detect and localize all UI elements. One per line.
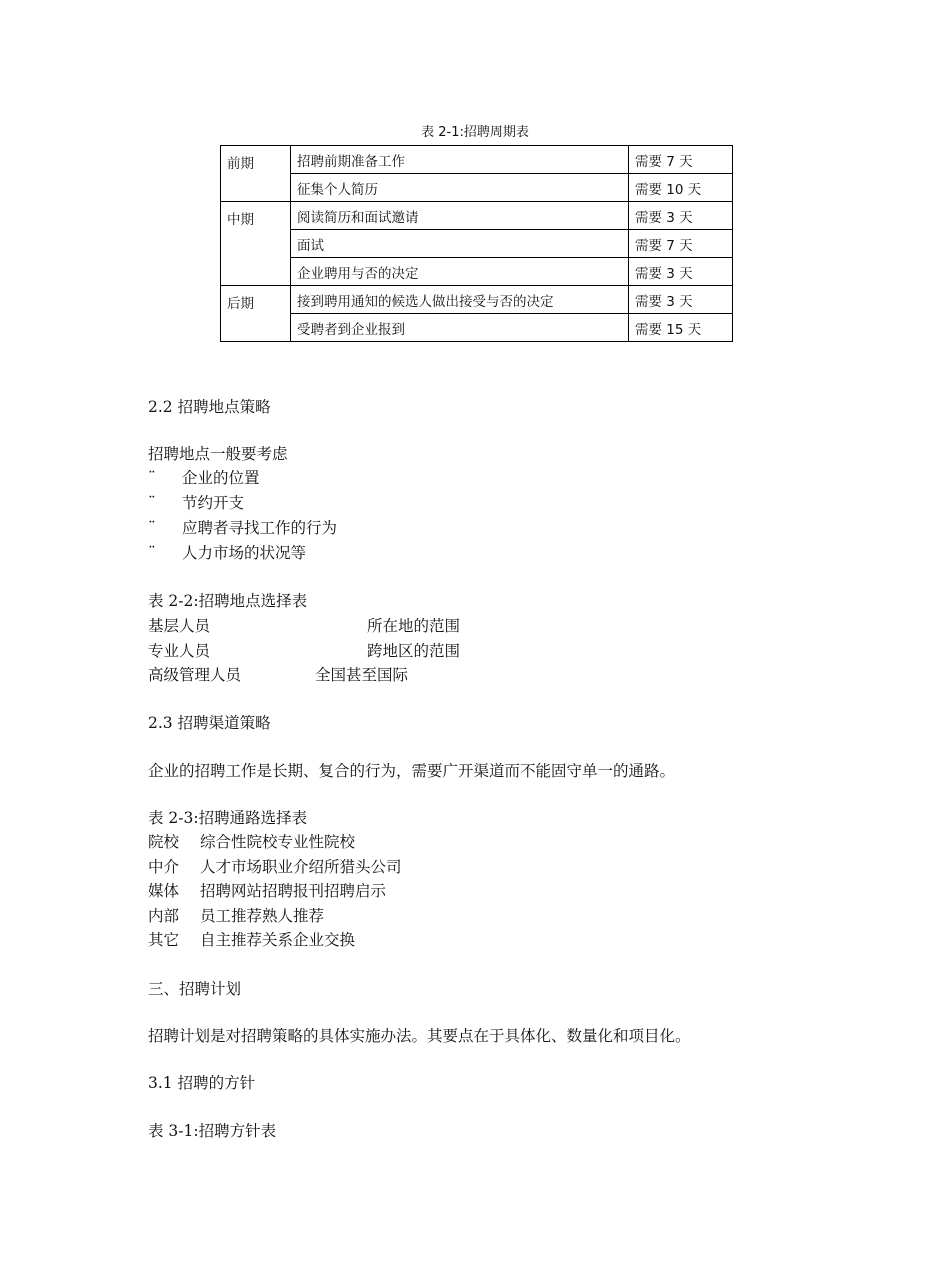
channel-detail: 员工推荐熟人推荐 [200,907,325,925]
channel-row [148,906,324,926]
channel-detail: 招聘网站招聘报刊招聘启示 [200,882,387,900]
section-heading-2-3: 2.3 招聘渠道策略 [148,714,271,732]
list-item [148,493,244,513]
channel-name: 院校 [148,833,180,851]
phase-cell: 后期 [221,286,291,342]
channel-detail: 自主推荐关系企业交换 [200,931,356,949]
table-3-1-caption: 表 3-1:招聘方针表 [148,1122,277,1140]
duration-cell: 需要 3 天 [629,202,733,230]
channel-paragraph: 企业的招聘工作是长期、复合的行为，需要广开渠道而不能固守单一的通路。 [148,762,676,780]
location-scope: 所在地的范围 [367,617,461,635]
channel-row [148,930,355,950]
task-cell: 招聘前期准备工作 [291,146,629,174]
bullet-mark: ¨ [148,469,156,487]
section-heading-3-1: 3.1 招聘的方针 [148,1074,256,1092]
duration-cell: 需要 3 天 [629,258,733,286]
location-scope: 全国甚至国际 [315,666,409,684]
channel-name: 媒体 [148,882,180,900]
list-item-text: 应聘者寻找工作的行为 [182,519,338,537]
location-intro: 招聘地点一般要考虑 [148,445,288,463]
task-cell: 受聘者到企业报到 [291,314,629,342]
section-heading-3: 三、招聘计划 [148,980,242,998]
table-row [221,174,733,202]
list-item-text: 企业的位置 [182,469,260,487]
recruitment-cycle-table [220,145,733,342]
table-2-3-caption: 表 2-3:招聘通路选择表 [148,809,308,827]
table-row [221,258,733,286]
channel-detail: 综合性院校专业性院校 [200,833,356,851]
task-cell: 企业聘用与否的决定 [291,258,629,286]
duration-cell: 需要 15 天 [629,314,733,342]
list-item-text: 节约开支 [182,494,245,512]
plan-paragraph: 招聘计划是对招聘策略的具体实施办法。其要点在于具体化、数量化和项目化。 [148,1027,691,1045]
channel-name: 中介 [148,858,180,876]
duration-cell: 需要 3 天 [629,286,733,314]
channel-row [148,832,355,852]
location-level: 专业人员 [148,642,211,660]
list-item [148,543,306,563]
duration-cell: 需要 7 天 [629,230,733,258]
channel-name: 内部 [148,907,180,925]
table-row [221,314,733,342]
bullet-mark: ¨ [148,494,156,512]
channel-row [148,881,386,901]
duration-cell: 需要 7 天 [629,146,733,174]
table-row [221,286,733,314]
phase-cell: 中期 [221,202,291,286]
duration-cell: 需要 10 天 [629,174,733,202]
table-row [221,146,733,174]
table-row [221,202,733,230]
phase-cell: 前期 [221,146,291,202]
channel-name: 其它 [148,931,180,949]
task-cell: 接到聘用通知的候选人做出接受与否的决定 [291,286,629,314]
list-item [148,518,337,538]
table-2-1-caption: 表 2-1:招聘周期表 [421,125,529,140]
task-cell: 面试 [291,230,629,258]
task-cell: 阅读简历和面试邀请 [291,202,629,230]
bullet-mark: ¨ [148,544,156,562]
location-scope: 跨地区的范围 [367,642,461,660]
task-cell: 征集个人简历 [291,174,629,202]
section-heading-2-2: 2.2 招聘地点策略 [148,398,271,416]
channel-detail: 人才市场职业介绍所猎头公司 [200,858,402,876]
channel-row [148,857,402,877]
location-level: 基层人员 [148,617,211,635]
table-row [221,230,733,258]
bullet-mark: ¨ [148,519,156,537]
table-2-2-caption: 表 2-2:招聘地点选择表 [148,592,308,610]
location-level: 高级管理人员 [148,666,242,684]
list-item-text: 人力市场的状况等 [182,544,307,562]
list-item [148,468,260,488]
